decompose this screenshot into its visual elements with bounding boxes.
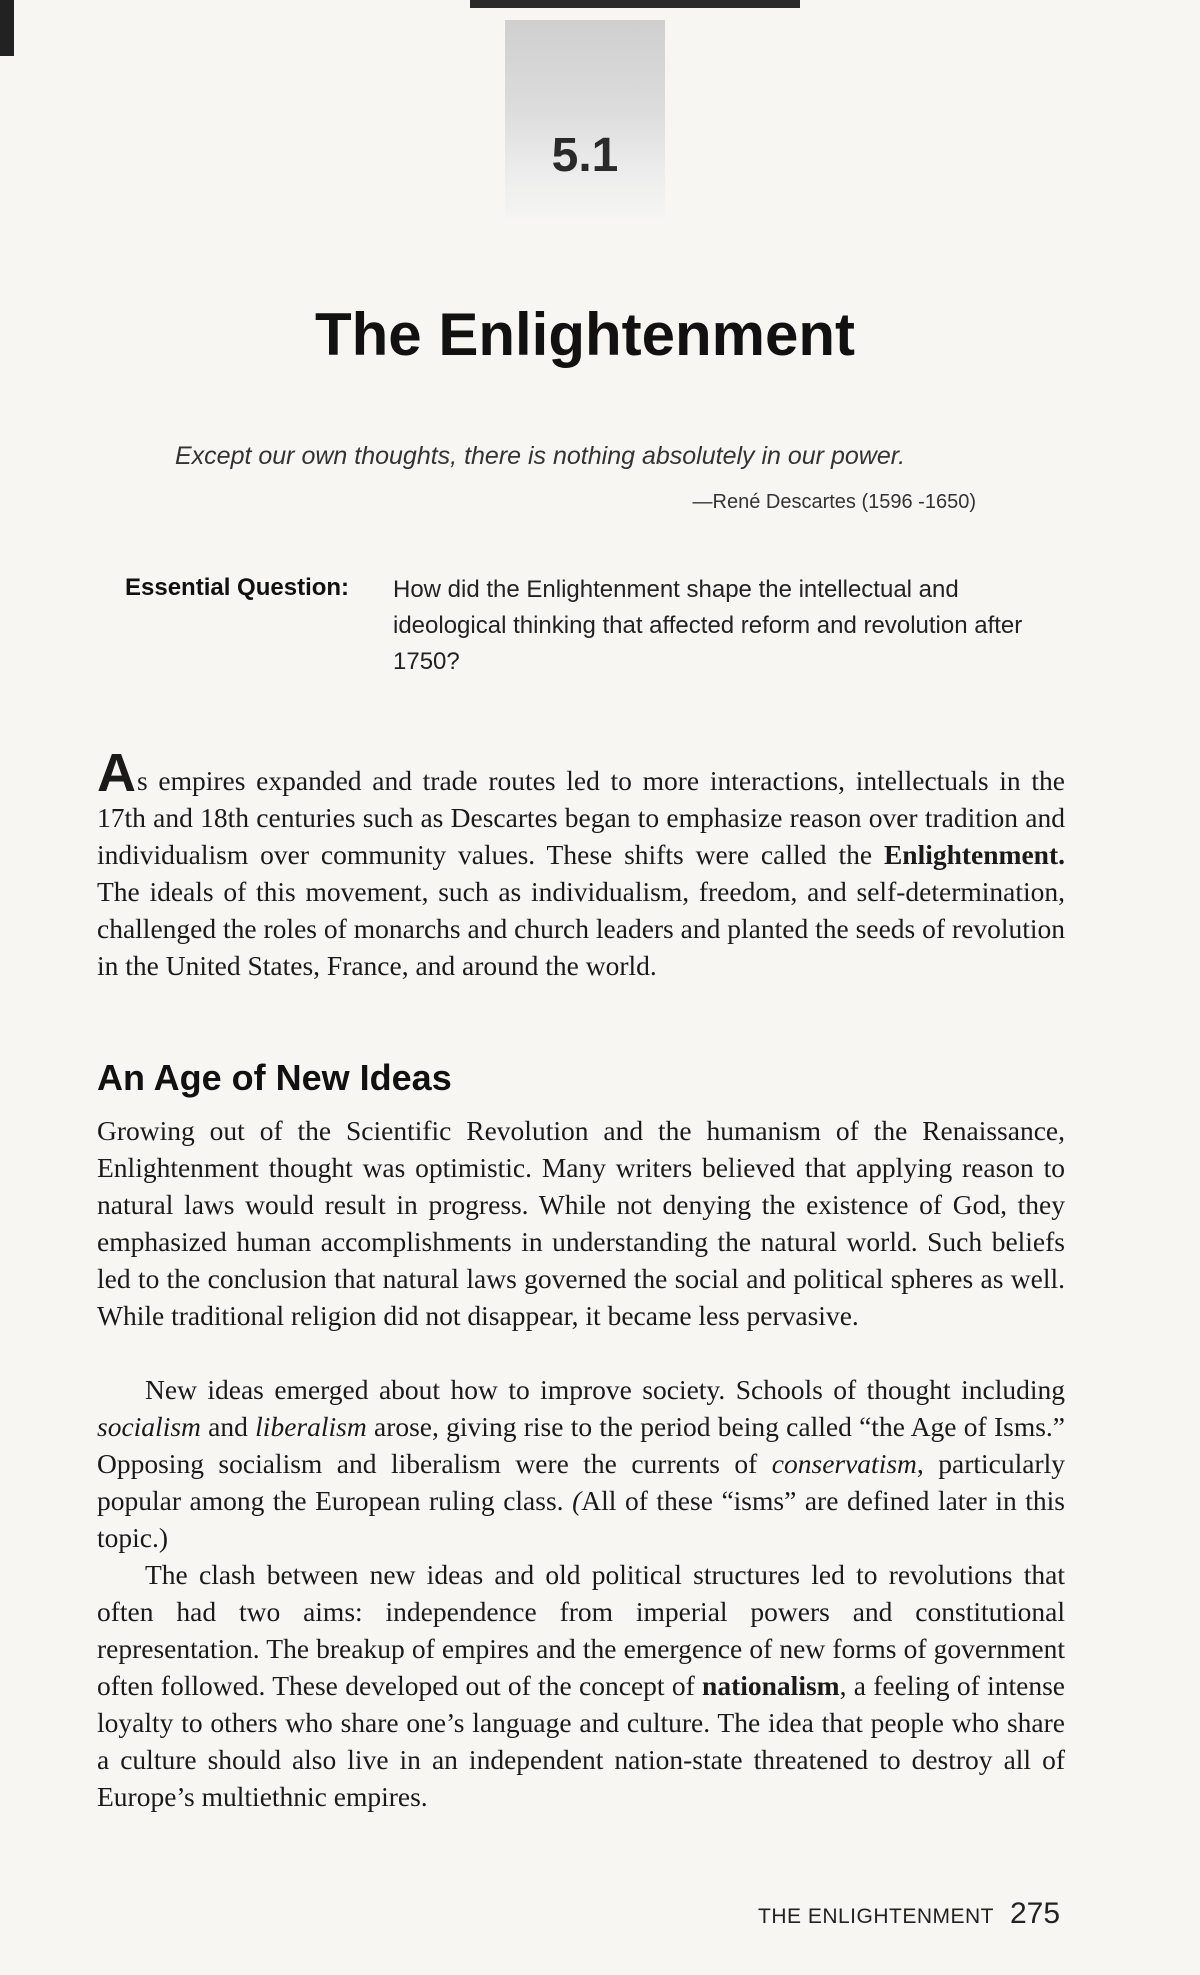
term-liberalism: liberalism <box>255 1411 367 1442</box>
page-number: 275 <box>1010 1897 1061 1930</box>
term-enlightenment: Enlightenment. <box>883 839 1065 870</box>
running-head: THE ENLIGHTENMENT <box>758 1905 995 1928</box>
paragraph-4 <box>97 1556 1065 1815</box>
term-nationalism: nationalism <box>702 1670 840 1701</box>
intro-paragraph <box>97 743 1065 984</box>
p3-text-4: , particularly popular among the European ruling class. <box>97 1448 1065 1516</box>
paragraph-2: Growing out of the Scientific Revolution and the humanism of the Renaissance, Enlightenment thought was optimistic. Many writers believed that applying reason to natural laws would result in progress. While not denying the existence of God, they emphasized human accomplishments in understanding the natural world. Such beliefs led to the conclusion that natural laws governed the social and political spheres as well. While traditional religion did not disappear, it became less pervasive. <box>97 1115 1065 1331</box>
section-number-box <box>505 20 665 220</box>
p3-text-2: and <box>200 1411 256 1442</box>
essential-question-label: Essential Question: <box>125 574 350 601</box>
epigraph-attribution: —René Descartes (1596 -1650) <box>692 491 976 513</box>
p4-text-2: , a feeling of intense loyalty to others who share one’s language and culture. The idea that people who share a culture should also live in an independent nation-state threatened to destroy all of Europe’s multiethnic empires. <box>97 1670 1065 1812</box>
term-socialism: socialism <box>97 1411 201 1442</box>
p3-text-3: arose, giving rise to the period being called “the Age of Isms.” Opposing socialism and liberalism were the currents of <box>97 1411 1065 1479</box>
intro-text-1: s empires expanded and trade routes led to more interactions, intellectuals in the 17th and 18th centuries such as Descartes began to emphasize reason over tradition and individualism over community values. These shifts were called the <box>97 765 1065 870</box>
p3-text-1: New ideas emerged about how to improve society. Schools of thought including <box>145 1374 1065 1405</box>
p4-text-1: The clash between new ideas and old political structures led to revolutions that often had two aims: independence from imperial powers and constitutional representation. The breakup of empires and the emergence of new forms of government often followed. These developed out of the concept of <box>97 1559 1065 1701</box>
drop-cap: A <box>97 743 136 803</box>
essential-question-text: How did the Enlightenment shape the intellectual and ideological thinking that affected reform and revolution after 1750? <box>393 576 1023 675</box>
paragraph-3 <box>97 1371 1065 1556</box>
intro-text-2: The ideals of this movement, such as individualism, freedom, and self-determination, challenged the roles of monarchs and church leaders and planted the seeds of revolution in the United States, France, and around the world. <box>97 876 1065 981</box>
p3-paren: ( <box>572 1485 582 1516</box>
page-edge-shadow <box>0 0 14 56</box>
page-edge-top <box>470 0 800 8</box>
chapter-title: The Enlightenment <box>315 301 855 368</box>
epigraph-quote: Except our own thoughts, there is nothing absolutely in our power. <box>175 442 906 470</box>
section-number: 5.1 <box>551 129 619 182</box>
section-heading: An Age of New Ideas <box>97 1057 452 1098</box>
p3-text-5: All of these “isms” are defined later in this topic.) <box>97 1485 1065 1553</box>
term-conservatism: conservatism <box>771 1448 917 1479</box>
